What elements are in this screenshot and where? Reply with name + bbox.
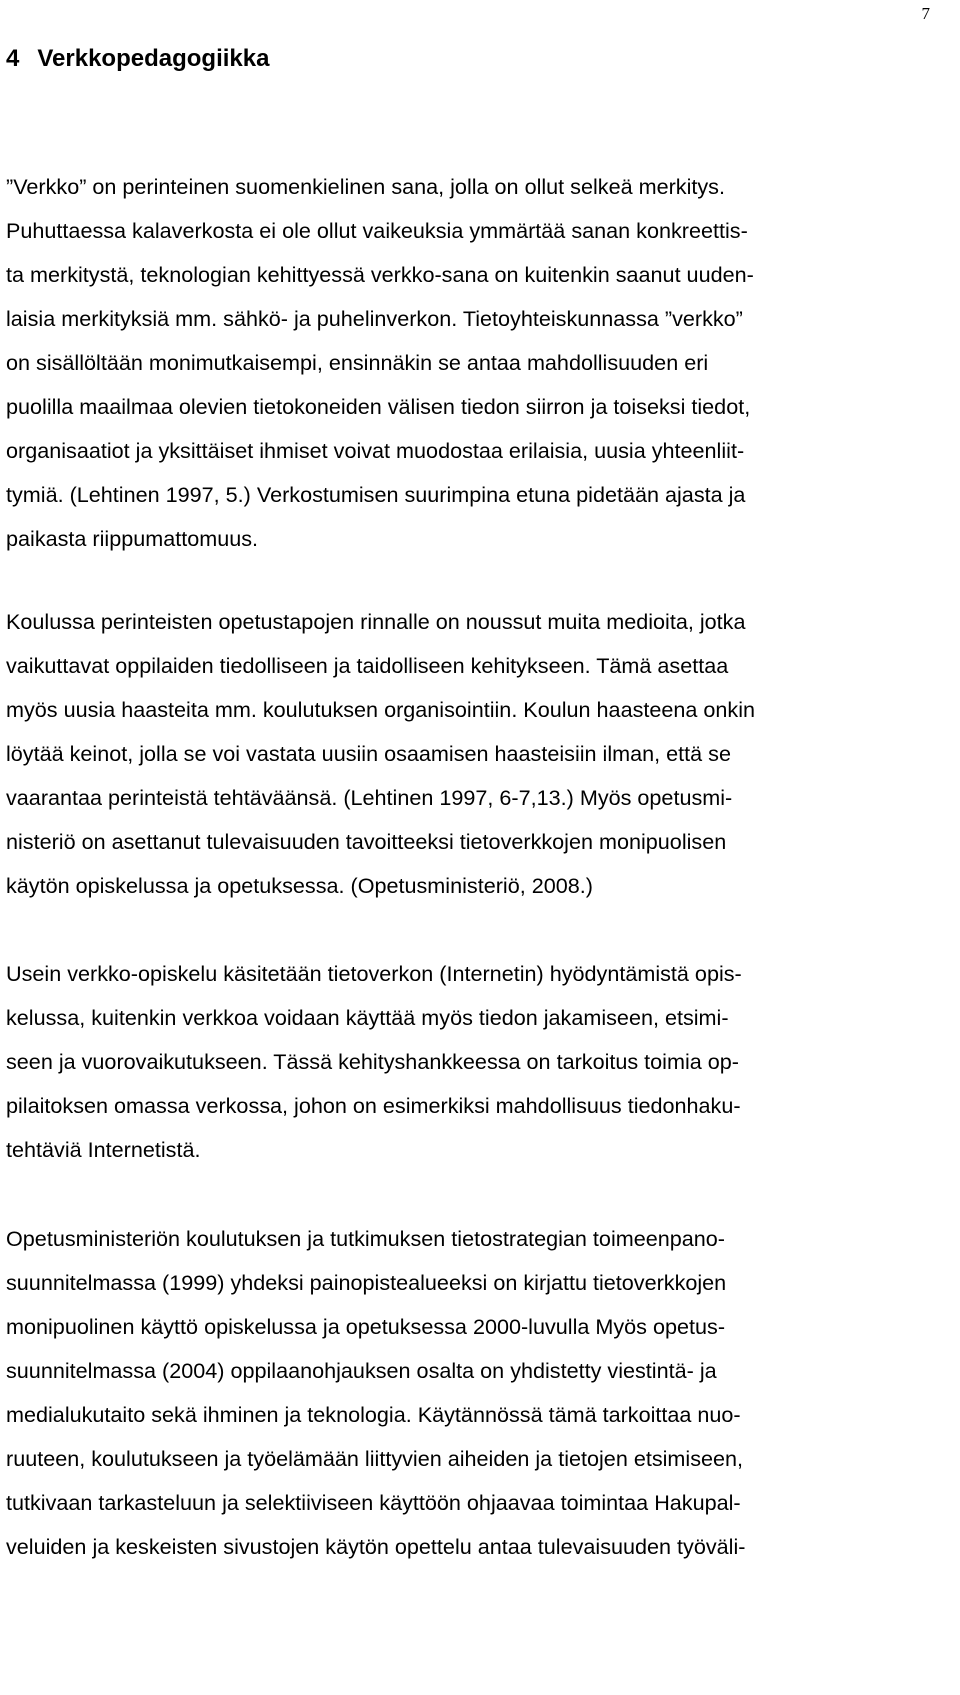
section-heading (6, 44, 269, 74)
text-line: medialukutaito sekä ihminen ja teknologia. Käytännössä tämä tarkoittaa nuo- (6, 1402, 741, 1427)
paragraph-online-study (6, 952, 946, 1172)
section-number: 4 (6, 45, 20, 72)
text-line: veluiden ja keskeisten sivustojen käytön opettelu antaa tulevaisuuden työväli- (6, 1534, 746, 1559)
text-line: paikasta riippumattomuus. (6, 526, 259, 551)
text-line: monipuolinen käyttö opiskelussa ja opetuksessa 2000-luvulla Myös opetus- (6, 1314, 726, 1339)
text-line: nisteriö on asettanut tulevaisuuden tavoitteeksi tietoverkkojen monipuolisen (6, 829, 727, 854)
paragraph-verkko-meaning (6, 165, 946, 561)
text-line: seen ja vuorovaikutukseen. Tässä kehityshankkeessa on tarkoitus toimia op- (6, 1049, 739, 1074)
text-line: käytön opiskelussa ja opetuksessa. (Opetusministeriö, 2008.) (6, 873, 593, 898)
section-title: Verkkopedagogiikka (37, 45, 270, 72)
text-line: vaarantaa perinteistä tehtäväänsä. (Lehtinen 1997, 6-7,13.) Myös opetusmi- (6, 785, 733, 810)
text-line: on sisällöltään monimutkaisempi, ensinnäkin se antaa mahdollisuuden eri (6, 350, 709, 375)
text-line: Puhuttaessa kalaverkosta ei ole ollut vaikeuksia ymmärtää sanan konkreettis- (6, 218, 748, 243)
text-line: löytää keinot, jolla se voi vastata uusiin osaamisen haasteisiin ilman, että se (6, 741, 731, 766)
text-line: ta merkitystä, teknologian kehittyessä verkko-sana on kuitenkin saanut uuden- (6, 262, 754, 287)
text-line: organisaatiot ja yksittäiset ihmiset voivat muodostaa erilaisia, uusia yhteenliit- (6, 438, 745, 463)
text-line: pilaitoksen omassa verkossa, johon on esimerkiksi mahdollisuus tiedonhaku- (6, 1093, 741, 1118)
text-line: ruuteen, koulutukseen ja työelämään liittyvien aiheiden ja tietojen etsimiseen, (6, 1446, 744, 1471)
text-line: kelussa, kuitenkin verkkoa voidaan käyttää myös tiedon jakamiseen, etsimi- (6, 1005, 729, 1030)
paragraph-school-media (6, 600, 946, 908)
paragraph-ministry-strategy (6, 1217, 946, 1569)
text-line: suunnitelmassa (2004) oppilaanohjauksen osalta on yhdistetty viestintä- ja (6, 1358, 717, 1383)
text-line: Koulussa perinteisten opetustapojen rinnalle on noussut muita medioita, jotka (6, 609, 746, 634)
text-line: Opetusministeriön koulutuksen ja tutkimuksen tietostrategian toimeenpano- (6, 1226, 725, 1251)
text-line: tymiä. (Lehtinen 1997, 5.) Verkostumisen suurimpina etuna pidetään ajasta ja (6, 482, 746, 507)
text-line: Usein verkko-opiskelu käsitetään tietoverkon (Internetin) hyödyntämistä opis- (6, 961, 742, 986)
text-line: tutkivaan tarkasteluun ja selektiiviseen käyttöön ohjaavaa toimintaa Hakupal- (6, 1490, 741, 1515)
text-line: puolilla maailmaa olevien tietokoneiden välisen tiedon siirron ja toiseksi tiedot, (6, 394, 751, 419)
text-line: tehtäviä Internetistä. (6, 1137, 201, 1162)
text-line: suunnitelmassa (1999) yhdeksi painopistealueeksi on kirjattu tietoverkkojen (6, 1270, 727, 1295)
page-number: 7 (921, 4, 930, 23)
text-line: laisia merkityksiä mm. sähkö- ja puhelinverkon. Tietoyhteiskunnassa ”verkko” (6, 306, 743, 331)
text-line: ”Verkko” on perinteinen suomenkielinen sana, jolla on ollut selkeä merkitys. (6, 174, 725, 199)
text-line: vaikuttavat oppilaiden tiedolliseen ja taidolliseen kehitykseen. Tämä asettaa (6, 653, 729, 678)
text-line: myös uusia haasteita mm. koulutuksen organisointiin. Koulun haasteena onkin (6, 697, 756, 722)
